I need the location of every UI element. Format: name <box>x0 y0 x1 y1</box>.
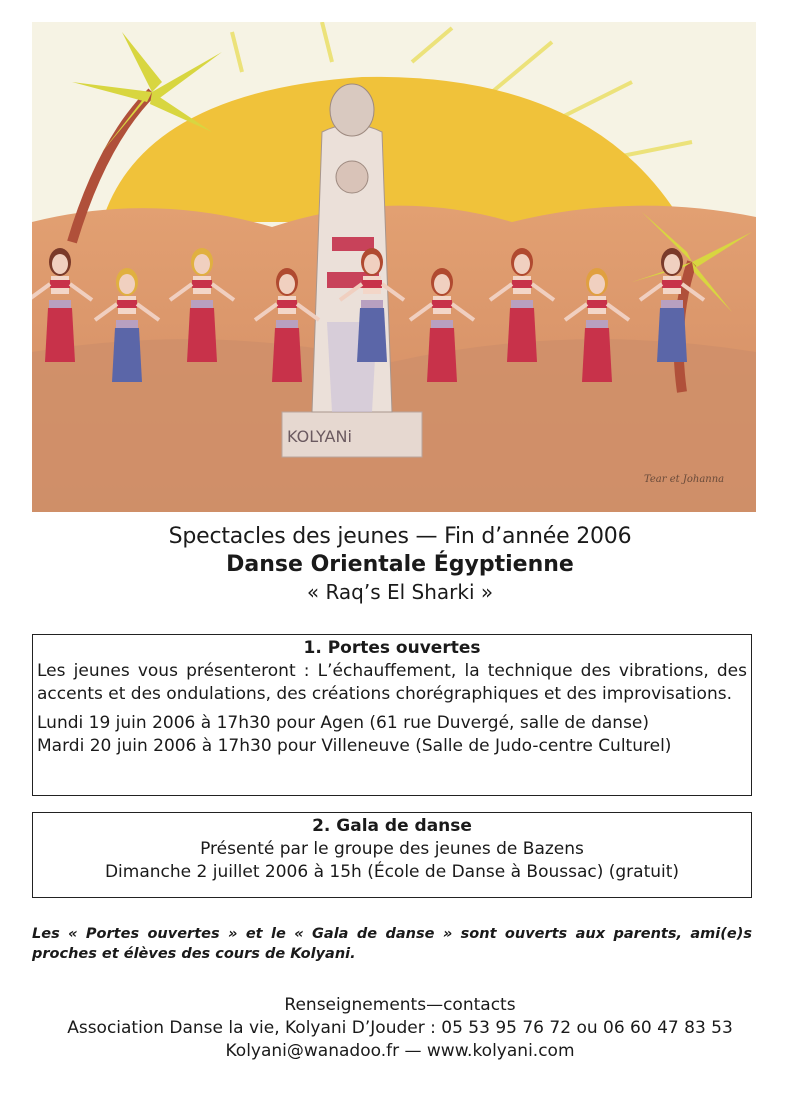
gala-section <box>32 812 752 898</box>
open-house-date-agen: Lundi 19 juin 2006 à 17h30 pour Agen (61 rue Duvergé, salle de danse) <box>37 713 650 733</box>
contacts-email-website: Kolyani@wanadoo.fr — www.kolyani.com <box>225 1041 575 1061</box>
contacts-heading: Renseignements—contacts <box>284 995 516 1015</box>
statue-label: KOLYANi <box>287 427 352 446</box>
event-title: Danse Orientale Égyptienne <box>226 552 574 577</box>
event-subtitle: Spectacles des jeunes — Fin d’année 2006 <box>168 524 632 549</box>
attendance-note: Les « Portes ouvertes » et le « Gala de danse » sont ouverts aux parents, ami(e)s proches et élèves des cours de Kolyani. <box>32 926 752 962</box>
open-house-intro: Les jeunes vous présenteront : L’échauffement, la technique des vibrations, des accents et des ondulations, des créations chorégraphiques et des improvisations. <box>37 661 747 704</box>
open-house-section <box>32 634 752 796</box>
artist-signature: Tear et Johanna <box>644 474 725 485</box>
dancers-drawing <box>32 22 756 512</box>
open-house-date-villeneuve: Mardi 20 juin 2006 à 17h30 pour Villeneuve (Salle de Judo-centre Culturel) <box>37 736 672 756</box>
gala-presenter: Présenté par le groupe des jeunes de Bazens <box>200 839 584 859</box>
gala-date: Dimanche 2 juillet 2006 à 15h (École de Danse à Boussac) (gratuit) <box>104 862 680 882</box>
gala-title: 2. Gala de danse <box>312 816 472 836</box>
contacts-association: Association Danse la vie, Kolyani D’Jouder : 05 53 95 76 72 ou 06 60 47 83 53 <box>67 1018 733 1038</box>
open-house-title: 1. Portes ouvertes <box>303 638 481 658</box>
event-quote: « Raq’s El Sharki » <box>306 580 494 604</box>
